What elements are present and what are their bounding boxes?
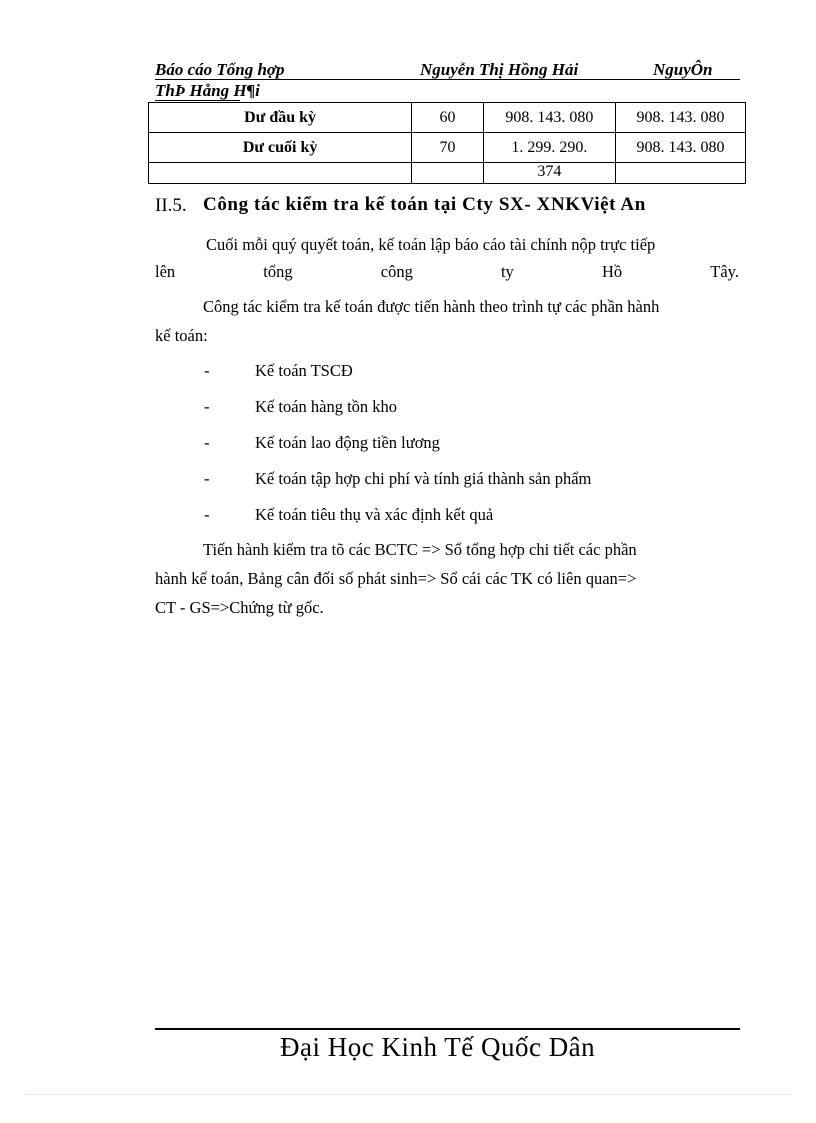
- balance-table: [148, 102, 746, 184]
- row-value-1: 908. 143. 080: [483, 103, 615, 133]
- paragraph-3-line-3: CT - GS=>Chứng từ gốc.: [155, 598, 324, 617]
- row-value-1: 374: [483, 163, 615, 184]
- paragraph-2-line-2: kế toán:: [155, 326, 208, 345]
- row-label: Dư cuối kỳ: [149, 133, 412, 163]
- section-title: Công tác kiểm tra kế toán tại Cty SX- XNKViệt An: [203, 194, 646, 215]
- row-code: [412, 163, 484, 184]
- header-author-name-legacy-line2: ThÞ Hång H¶i: [155, 81, 260, 100]
- row-value-2: 908. 143. 080: [615, 103, 745, 133]
- paragraph-3-line-2: hành kế toán, Bảng cân đối số phát sinh=> Sổ cái các TK có liên quan=>: [155, 569, 637, 588]
- row-value-1: 1. 299. 290.: [483, 133, 615, 163]
- bullet-marker: -: [204, 433, 210, 452]
- row-value-2: [615, 163, 745, 184]
- header-report-title: Báo cáo Tổng hợp: [155, 60, 285, 79]
- page-bottom-dotted-line: [25, 1094, 791, 1095]
- word: tổng: [263, 262, 293, 281]
- word: Hồ: [601, 262, 623, 281]
- bullet-marker: -: [204, 397, 210, 416]
- paragraph-1-line-2: [155, 255, 739, 289]
- bullet-item: Kế toán tập hợp chi phí và tính giá thành sản phẩm: [255, 469, 592, 488]
- paragraph-3-line-1: Tiến hành kiểm tra tõ các BCTC => Sổ tổng hợp chi tiết các phần: [203, 540, 637, 559]
- header-rule-line2: [155, 100, 240, 101]
- row-value-2: 908. 143. 080: [615, 133, 745, 163]
- bullet-marker: -: [204, 505, 210, 524]
- bullet-item: Kế toán TSCĐ: [255, 361, 353, 380]
- bullet-marker: -: [204, 361, 210, 380]
- row-code: 60: [412, 103, 484, 133]
- bullet-item: Kế toán hàng tồn kho: [255, 397, 398, 416]
- word: công: [380, 262, 413, 281]
- bullet-marker: -: [204, 469, 210, 488]
- bullet-item: Kế toán lao động tiền lương: [255, 433, 440, 452]
- table-row: [149, 163, 746, 184]
- row-label: Dư đầu kỳ: [149, 103, 412, 133]
- paragraph-1-line-1: Cuối mỗi quý quyết toán, kế toán lập báo cáo tài chính nộp trực tiếp: [206, 235, 656, 254]
- table-row: [149, 133, 746, 163]
- footer-university-name: Đại Học Kinh Tế Quốc Dân: [280, 1032, 596, 1062]
- word: Tây.: [710, 262, 739, 281]
- bullet-item: Kế toán tiêu thụ và xác định kết quả: [255, 505, 494, 524]
- word: ty: [500, 262, 514, 281]
- section-number: II.5.: [155, 195, 187, 216]
- header-author-name-legacy: NguyÔn: [653, 60, 713, 79]
- header-rule: [155, 79, 740, 80]
- row-code: 70: [412, 133, 484, 163]
- table-row: [149, 103, 746, 133]
- header-author-name: Nguyễn Thị Hồng Hải: [420, 60, 579, 79]
- row-label: [149, 163, 412, 184]
- word: lên: [155, 262, 176, 281]
- paragraph-2-line-1: Công tác kiểm tra kế toán được tiến hành theo trình tự các phần hành: [203, 297, 660, 316]
- footer-rule: [155, 1028, 740, 1030]
